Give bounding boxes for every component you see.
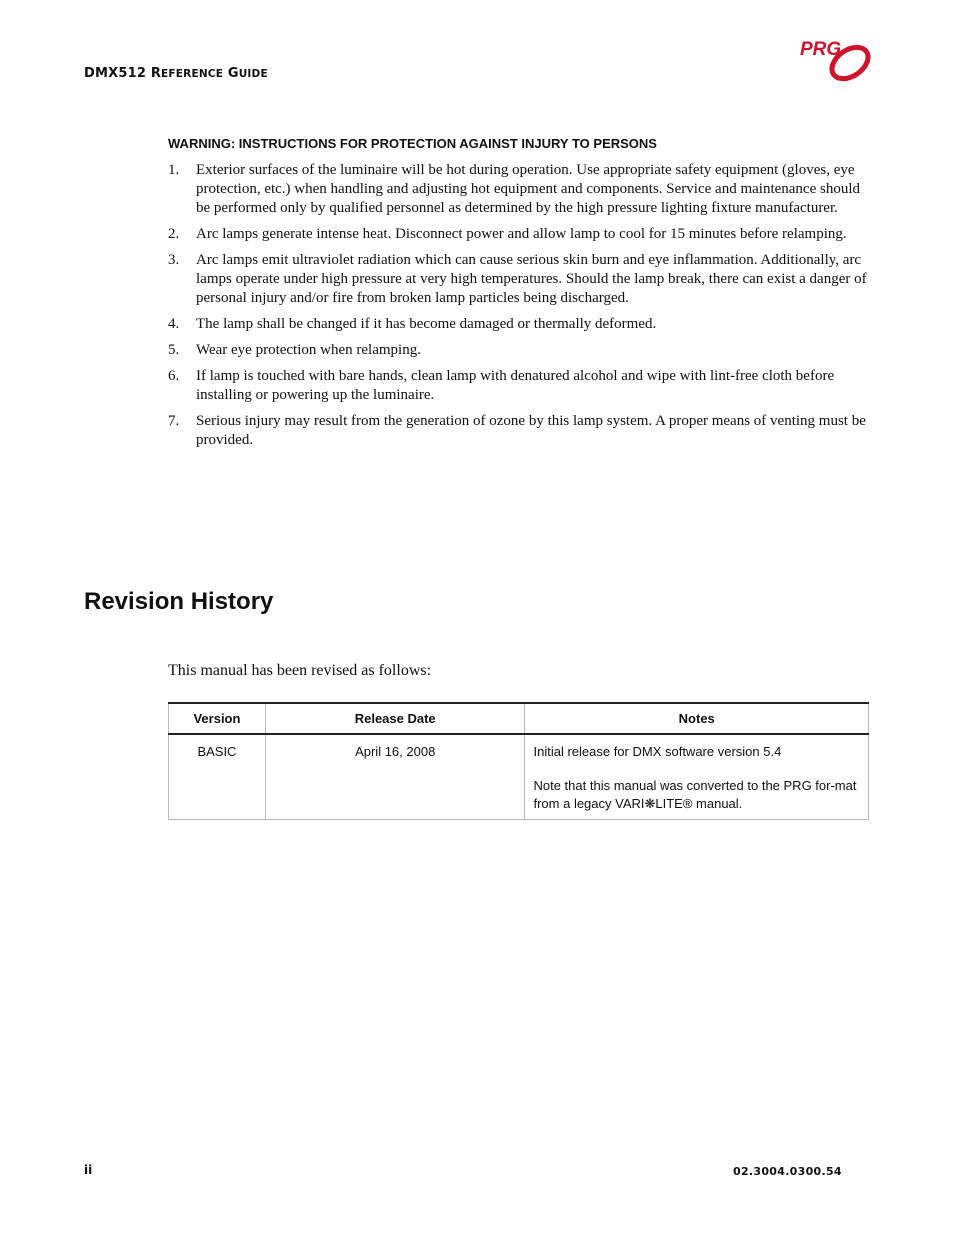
cell-notes [525,734,869,820]
prg-logo [798,36,874,82]
list-text: Arc lamps emit ultraviolet radiation which can cause serious skin burn and eye inflammation. Additionally, arc lamps operate under high pressure at very high temperatures. Should the lamp break, there can exist a danger of personal injury and/or fire from broken lamp particles being discharged. [196,252,867,306]
document-number: 02.3004.0300.54 [733,1165,842,1178]
list-text: If lamp is touched with bare hands, clean lamp with denatured alcohol and wipe with lint-free cloth before installing or powering up the luminaire. [196,368,835,403]
list-item [168,161,873,218]
notes-paragraph: Note that this manual was converted to the PRG for-mat from a legacy VARI❋LITE® manual. [533,778,857,811]
logo-text: PRG [800,39,842,60]
list-item [168,367,873,405]
column-header-notes: Notes [525,703,869,734]
list-text: Arc lamps generate intense heat. Disconnect power and allow lamp to cool for 15 minutes before relamping. [196,226,847,242]
list-number: 6. [168,368,180,384]
list-number: 3. [168,252,180,268]
revision-intro: This manual has been revised as follows: [168,662,432,679]
notes-paragraph: Initial release for DMX software version 5.4 [533,744,782,759]
list-number: 5. [168,342,180,358]
list-item [168,225,873,244]
table-header-row [169,703,869,734]
header-title-g: G [227,66,239,81]
cell-release-date: April 16, 2008 [265,734,525,820]
header-title-uide: UIDE [238,68,268,80]
list-text: Wear eye protection when relamping. [196,342,421,358]
revision-table [168,702,869,820]
section-title: Revision History [84,588,274,615]
list-item [168,412,873,450]
warning-heading: WARNING: INSTRUCTIONS FOR PROTECTION AGAINST INJURY TO PERSONS [168,136,657,151]
list-number: 2. [168,226,180,242]
column-header-release-date: Release Date [265,703,525,734]
list-number: 4. [168,316,180,332]
table-row [169,734,869,820]
header-title-main: DMX512 [84,66,147,81]
warning-list [168,161,873,457]
list-text: Exterior surfaces of the luminaire will be hot during operation. Use appropriate safety equipment (gloves, eye protection, etc.) when handling and adjusting hot equipment and components. Service and maintenance should be performed only by qualified personnel as determined by the high pressure lighting fixture manufacturer. [196,162,860,216]
list-number: 7. [168,413,180,429]
prg-logo-swoosh-icon [798,36,874,82]
list-item [168,315,873,334]
list-text: Serious injury may result from the generation of ozone by this lamp system. A proper means of venting must be provided. [196,413,866,448]
list-number: 1. [168,162,180,178]
column-header-version: Version [169,703,266,734]
list-item [168,341,873,360]
header-title-eference: EFERENCE [161,68,224,80]
list-item [168,251,873,308]
running-header [84,66,268,81]
list-text: The lamp shall be changed if it has become damaged or thermally deformed. [196,316,657,332]
page-number: ii [84,1163,93,1177]
cell-version: BASIC [169,734,266,820]
header-title-r: R [150,66,162,81]
